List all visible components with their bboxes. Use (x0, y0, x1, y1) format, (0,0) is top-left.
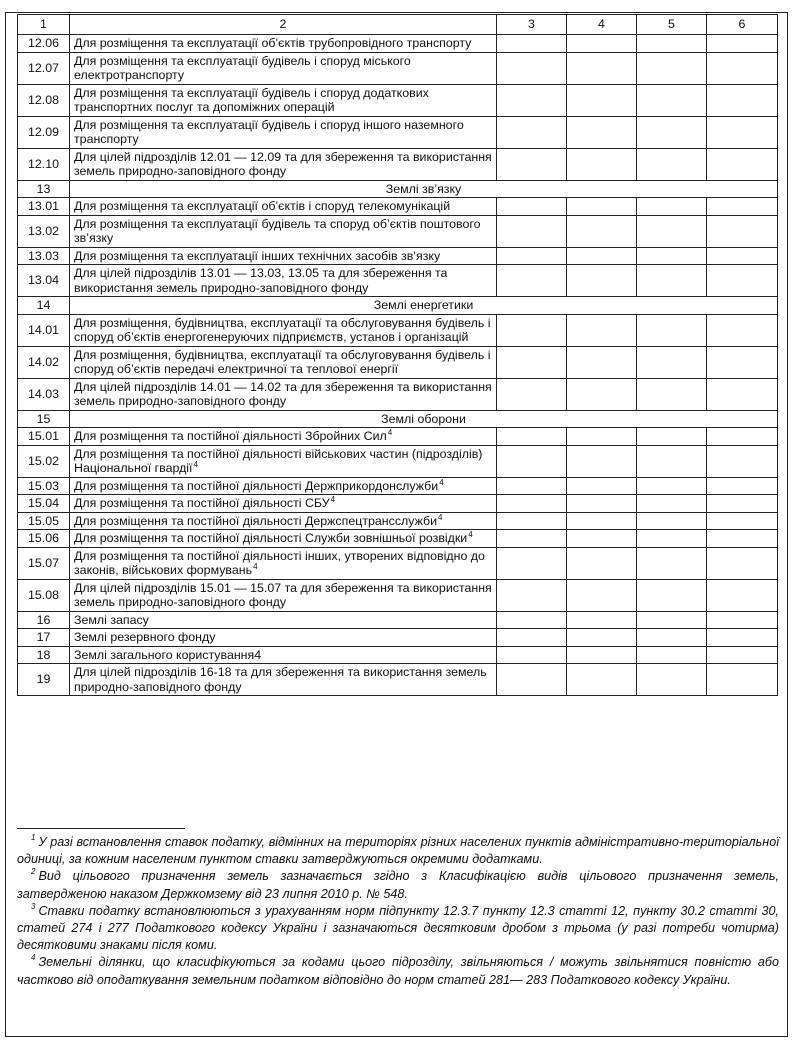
empty-cell-col-3 (497, 247, 567, 265)
table-row (18, 611, 778, 629)
empty-cell-col-5 (637, 52, 707, 84)
row-description-text: Для розміщення та постійної діяльності Держспецтрансслужби (74, 513, 438, 528)
row-description-text: Для розміщення та експлуатації об’єктів і споруд телекомунікацій (74, 199, 451, 213)
footnote-ref: 4 (193, 460, 198, 469)
row-description (70, 629, 497, 647)
row-description (70, 646, 497, 664)
row-description (70, 215, 497, 247)
row-code: 12.09 (18, 116, 70, 148)
empty-cell-col-6 (707, 116, 778, 148)
table-row (18, 148, 778, 180)
section-title: Землі енергетики (70, 297, 778, 315)
row-description (70, 547, 497, 579)
row-code: 14 (18, 297, 70, 315)
empty-cell-col-5 (637, 148, 707, 180)
row-code: 16 (18, 611, 70, 629)
header-col-5: 5 (637, 15, 707, 35)
row-code: 15.04 (18, 495, 70, 513)
row-description-text: Для розміщення, будівництва, експлуатації та обслуговування будівель і споруд об’єктів енергогенеруючих підприємств, установ і організацій (74, 315, 491, 344)
row-description-text: Для цілей підрозділів 14.01 — 14.02 та для збереження та використання земель природно-заповідного фонду (74, 379, 492, 408)
empty-cell-col-4 (567, 378, 637, 410)
empty-cell-col-5 (637, 579, 707, 611)
empty-cell-col-4 (567, 314, 637, 346)
empty-cell-col-6 (707, 579, 778, 611)
row-description-text: Для розміщення та експлуатації об’єктів трубопровідного транспорту (74, 36, 472, 50)
empty-cell-col-3 (497, 314, 567, 346)
footnote-mark: 1 (31, 833, 36, 842)
table-row (18, 247, 778, 265)
row-code: 13.04 (18, 265, 70, 297)
empty-cell-col-3 (497, 215, 567, 247)
empty-cell-col-4 (567, 477, 637, 495)
table-row (18, 198, 778, 216)
row-description-text: Для розміщення та експлуатації будівель та споруд об’єктів поштового зв’язку (74, 216, 481, 245)
empty-cell-col-5 (637, 198, 707, 216)
empty-cell-col-5 (637, 664, 707, 696)
row-code: 18 (18, 646, 70, 664)
row-code: 15.07 (18, 547, 70, 579)
empty-cell-col-3 (497, 265, 567, 297)
header-col-6: 6 (707, 15, 778, 35)
row-description-text: Для розміщення та постійної діяльності інших, утворених відповідно до законів, військових формувань (74, 548, 485, 577)
empty-cell-col-6 (707, 52, 778, 84)
empty-cell-col-5 (637, 378, 707, 410)
empty-cell-col-5 (637, 547, 707, 579)
row-description (70, 530, 497, 548)
empty-cell-col-5 (637, 530, 707, 548)
table-row (18, 265, 778, 297)
row-code: 15.01 (18, 428, 70, 446)
empty-cell-col-6 (707, 84, 778, 116)
empty-cell-col-3 (497, 530, 567, 548)
table-row (18, 646, 778, 664)
row-code: 15.02 (18, 445, 70, 477)
empty-cell-col-4 (567, 148, 637, 180)
row-description-text: Для розміщення та експлуатації будівель і споруд міського електротранспорту (74, 53, 411, 82)
row-description (70, 445, 497, 477)
empty-cell-col-5 (637, 84, 707, 116)
empty-cell-col-4 (567, 35, 637, 53)
row-description (70, 579, 497, 611)
empty-cell-col-4 (567, 445, 637, 477)
footnote-ref: 4 (253, 562, 258, 571)
footnote-3 (17, 903, 779, 955)
row-description (70, 495, 497, 513)
table-row (18, 346, 778, 378)
footnote-text: У разі встановлення ставок податку, відмінних на територіях різних населених пунктів адміністративно-територіальної одиниці, за кожним населеним пунктом ставки затверджуються окремими додатками. (17, 835, 779, 867)
row-description (70, 116, 497, 148)
empty-cell-col-6 (707, 346, 778, 378)
row-description (70, 346, 497, 378)
footnote-2 (17, 868, 779, 902)
row-code: 14.01 (18, 314, 70, 346)
empty-cell-col-6 (707, 477, 778, 495)
empty-cell-col-3 (497, 378, 567, 410)
row-code: 13 (18, 180, 70, 198)
table-row (18, 428, 778, 446)
empty-cell-col-3 (497, 35, 567, 53)
empty-cell-col-3 (497, 84, 567, 116)
row-description-text: Для розміщення та постійної діяльності Служби зовнішньої розвідки (74, 531, 468, 545)
footnote-mark: 2 (31, 867, 36, 877)
empty-cell-col-5 (637, 428, 707, 446)
footnote-text: Земельні ділянки, що класифікуються за кодами цього підрозділу, звільняються / можуть звільнятися повністю або частково від оподаткування земельним податком відповідно до норм статей 281— 283 Податкового кодексу України. (17, 955, 779, 987)
empty-cell-col-3 (497, 664, 567, 696)
row-description (70, 247, 497, 265)
row-description (70, 265, 497, 297)
empty-cell-col-6 (707, 378, 778, 410)
empty-cell-col-5 (637, 611, 707, 629)
table-row (18, 512, 778, 530)
empty-cell-col-3 (497, 116, 567, 148)
table-row (18, 378, 778, 410)
empty-cell-col-6 (707, 215, 778, 247)
table-row (18, 84, 778, 116)
footnote-4 (17, 954, 779, 988)
empty-cell-col-6 (707, 629, 778, 647)
footnote-ref: 4 (438, 512, 443, 522)
empty-cell-col-4 (567, 84, 637, 116)
empty-cell-col-4 (567, 215, 637, 247)
empty-cell-col-4 (567, 611, 637, 629)
empty-cell-col-5 (637, 35, 707, 53)
header-col-1: 1 (18, 15, 70, 35)
empty-cell-col-6 (707, 495, 778, 513)
row-description-text: Для розміщення та експлуатації будівель і споруд іншого наземного транспорту (74, 117, 464, 146)
empty-cell-col-3 (497, 579, 567, 611)
empty-cell-col-4 (567, 530, 637, 548)
table-row (18, 530, 778, 548)
row-code: 12.08 (18, 84, 70, 116)
empty-cell-col-6 (707, 314, 778, 346)
row-code: 13.02 (18, 215, 70, 247)
empty-cell-col-5 (637, 215, 707, 247)
empty-cell-col-4 (567, 664, 637, 696)
empty-cell-col-6 (707, 646, 778, 664)
footnote-text: Ставки податку встановлюються з урахуванням норм підпункту 12.3.7 пункту 12.3 статті 12, пункту 30.2 статті 30, статей 274 і 277 Податкового кодексу України і зазначаються десятковим дробом з трьома (у разі потреби чотирма) десятковими знаками після коми. (17, 903, 779, 953)
empty-cell-col-4 (567, 52, 637, 84)
table-section-row (18, 297, 778, 315)
row-description-text: Землі резервного фонду (74, 630, 216, 644)
table-row (18, 495, 778, 513)
table-header-row (18, 15, 778, 35)
empty-cell-col-3 (497, 198, 567, 216)
section-title: Землі зв’язку (70, 180, 778, 198)
empty-cell-col-5 (637, 477, 707, 495)
footnote-rule (17, 828, 185, 829)
row-description-text: Землі загального користування4 (74, 647, 262, 662)
row-code: 12.07 (18, 52, 70, 84)
row-description (70, 378, 497, 410)
row-description (70, 84, 497, 116)
row-code: 13.01 (18, 198, 70, 216)
empty-cell-col-5 (637, 247, 707, 265)
row-code: 13.03 (18, 247, 70, 265)
footnote-ref: 4 (387, 428, 393, 437)
row-description-text: Для цілей підрозділів 16-18 та для збереження та використання земель природно-заповідного фонду (74, 665, 487, 694)
empty-cell-col-6 (707, 247, 778, 265)
row-description-text: Землі запасу (74, 612, 149, 627)
empty-cell-col-5 (637, 445, 707, 477)
empty-cell-col-5 (637, 346, 707, 378)
footnote-ref: 4 (439, 477, 444, 487)
row-code: 19 (18, 664, 70, 696)
row-description (70, 477, 497, 495)
empty-cell-col-3 (497, 445, 567, 477)
row-description-text: Для розміщення та постійної діяльності Збройних Сил (74, 429, 387, 443)
row-description (70, 664, 497, 696)
row-description-text: Для цілей підрозділів 12.01 — 12.09 та для збереження та використання земель природно-заповідного фонду (74, 149, 492, 178)
empty-cell-col-4 (567, 629, 637, 647)
empty-cell-col-4 (567, 512, 637, 530)
empty-cell-col-3 (497, 629, 567, 647)
footnotes (17, 834, 779, 989)
empty-cell-col-6 (707, 530, 778, 548)
empty-cell-col-4 (567, 346, 637, 378)
table-section-row (18, 410, 778, 428)
row-code: 14.02 (18, 346, 70, 378)
row-code: 15.05 (18, 512, 70, 530)
table-row (18, 477, 778, 495)
row-code: 15.08 (18, 579, 70, 611)
empty-cell-col-5 (637, 629, 707, 647)
empty-cell-col-4 (567, 116, 637, 148)
empty-cell-col-5 (637, 116, 707, 148)
empty-cell-col-4 (567, 247, 637, 265)
header-col-4: 4 (567, 15, 637, 35)
empty-cell-col-6 (707, 198, 778, 216)
empty-cell-col-5 (637, 495, 707, 513)
table-row (18, 52, 778, 84)
empty-cell-col-3 (497, 148, 567, 180)
empty-cell-col-6 (707, 512, 778, 530)
empty-cell-col-5 (637, 265, 707, 297)
empty-cell-col-4 (567, 646, 637, 664)
empty-cell-col-4 (567, 579, 637, 611)
footnote-text: Вид цільового призначення земель зазначається згідно з Класифікацією видів цільового призначення земель, затвердженою наказом Держкомзему від 23 липня 2010 р. № 548. (17, 869, 779, 901)
row-description-text: Для розміщення та експлуатації будівель і споруд додаткових транспортних послуг та допоміжних операцій (74, 85, 429, 114)
empty-cell-col-4 (567, 495, 637, 513)
footnote-ref: 4 (468, 530, 473, 539)
empty-cell-col-4 (567, 547, 637, 579)
footnote-mark: 4 (31, 953, 36, 963)
empty-cell-col-4 (567, 198, 637, 216)
table-row (18, 579, 778, 611)
empty-cell-col-6 (707, 35, 778, 53)
row-description (70, 148, 497, 180)
empty-cell-col-3 (497, 52, 567, 84)
header-col-3: 3 (497, 15, 567, 35)
table-row (18, 314, 778, 346)
table-row (18, 664, 778, 696)
row-description-text: Для цілей підрозділів 15.01 — 15.07 та для збереження та використання земель природно-заповідного фонду (74, 580, 492, 609)
empty-cell-col-4 (567, 265, 637, 297)
empty-cell-col-6 (707, 148, 778, 180)
empty-cell-col-5 (637, 646, 707, 664)
empty-cell-col-4 (567, 428, 637, 446)
table-section-row (18, 180, 778, 198)
row-description-text: Для цілей підрозділів 13.01 — 13.03, 13.05 та для збереження та використання земель природно-заповідного фонду (74, 266, 448, 295)
empty-cell-col-6 (707, 265, 778, 297)
row-code: 12.10 (18, 148, 70, 180)
footnote-ref: 4 (330, 495, 336, 504)
empty-cell-col-6 (707, 611, 778, 629)
empty-cell-col-3 (497, 646, 567, 664)
table-row (18, 116, 778, 148)
row-description-text: Для розміщення та постійної діяльності СБУ (74, 496, 330, 510)
table-row (18, 215, 778, 247)
row-code: 14.03 (18, 378, 70, 410)
row-description (70, 52, 497, 84)
row-code: 15.06 (18, 530, 70, 548)
row-description-text: Для розміщення та постійної діяльності Держприкордонслужби (74, 478, 439, 493)
empty-cell-col-5 (637, 314, 707, 346)
row-description (70, 35, 497, 53)
row-description (70, 611, 497, 629)
row-description-text: Для розміщення та експлуатації інших технічних засобів зв’язку (74, 248, 441, 263)
empty-cell-col-5 (637, 512, 707, 530)
table-row (18, 35, 778, 53)
tax-rate-table (17, 14, 778, 696)
empty-cell-col-3 (497, 611, 567, 629)
row-code: 12.06 (18, 35, 70, 53)
footnote-1 (17, 834, 779, 868)
table-row (18, 629, 778, 647)
row-description (70, 428, 497, 446)
empty-cell-col-3 (497, 495, 567, 513)
empty-cell-col-3 (497, 547, 567, 579)
empty-cell-col-6 (707, 428, 778, 446)
empty-cell-col-6 (707, 547, 778, 579)
empty-cell-col-3 (497, 477, 567, 495)
table-row (18, 445, 778, 477)
empty-cell-col-6 (707, 664, 778, 696)
empty-cell-col-3 (497, 512, 567, 530)
row-code: 17 (18, 629, 70, 647)
empty-cell-col-3 (497, 346, 567, 378)
row-description (70, 198, 497, 216)
row-code: 15 (18, 410, 70, 428)
row-description-text: Для розміщення, будівництва, експлуатації та обслуговування будівель і споруд об’єктів передачі електричної та теплової енергії (74, 347, 491, 376)
table-row (18, 547, 778, 579)
row-code: 15.03 (18, 477, 70, 495)
section-title: Землі оборони (70, 410, 778, 428)
row-description (70, 314, 497, 346)
table-body (18, 35, 778, 696)
empty-cell-col-3 (497, 428, 567, 446)
empty-cell-col-6 (707, 445, 778, 477)
row-description-text: Для розміщення та постійної діяльності військових частин (підрозділів) Національної гвардії (74, 446, 483, 475)
header-col-2: 2 (70, 15, 497, 35)
footnote-mark: 3 (31, 901, 36, 911)
row-description (70, 512, 497, 530)
